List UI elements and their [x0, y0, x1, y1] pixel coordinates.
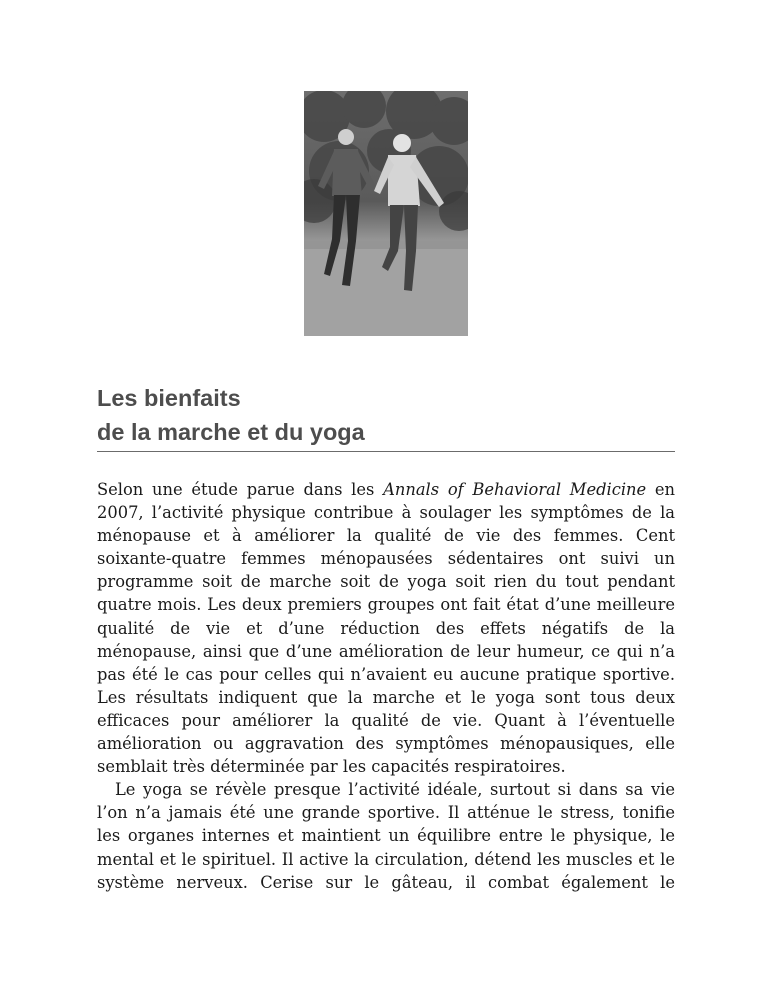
- text-line: soixante-quatre femmes ménopausées sédentaires ont suivi un: [97, 549, 675, 569]
- article-body: [97, 478, 675, 894]
- photo-illustration: [304, 91, 468, 336]
- text-line: ménopause et à améliorer la qualité de vie des femmes. Cent: [97, 526, 675, 546]
- text-run: en: [646, 480, 676, 499]
- text-run: Selon une étude parue dans les: [97, 480, 384, 499]
- text-line: 2007, l’activité physique contribue à soulager les symptômes de la: [97, 503, 675, 523]
- text-line: les organes internes et maintient un équilibre entre le physique, le: [97, 826, 675, 846]
- article-title: [97, 381, 675, 449]
- journal-title: Annals of Behavioral Medicine: [383, 480, 647, 499]
- paragraph-2: [97, 778, 675, 893]
- text-line: Les résultats indiquent que la marche et le yoga sont tous deux: [97, 687, 675, 707]
- text-line: ménopause, ainsi que d’une amélioration de leur humeur, ce qui n’a: [97, 641, 675, 661]
- title-line-2: de la marche et du yoga: [97, 419, 365, 445]
- text-line: semblait très déterminée par les capacités respiratoires.: [97, 757, 566, 777]
- text-line: qualité de vie et d’une réduction des effets négatifs de la: [97, 618, 675, 638]
- title-line-1: Les bienfaits: [97, 385, 241, 411]
- text-line: quatre mois. Les deux premiers groupes ont fait état d’une meilleure: [97, 595, 675, 615]
- paragraph-1: [97, 478, 675, 778]
- couple-running-photo: [304, 91, 468, 336]
- text-line: amélioration ou aggravation des symptômes ménopausiques, elle: [97, 734, 675, 754]
- title-divider: [97, 451, 675, 452]
- text-line: mental et le spirituel. Il active la circulation, détend les muscles et le: [97, 849, 675, 869]
- text-line: [97, 478, 675, 501]
- text-line: efficaces pour améliorer la qualité de vie. Quant à l’éventuelle: [97, 710, 675, 730]
- text-line: système nerveux. Cerise sur le gâteau, il combat également le: [97, 872, 675, 892]
- text-line: l’on n’a jamais été une grande sportive. Il atténue le stress, tonifie: [97, 803, 675, 823]
- text-line: programme soit de marche soit de yoga soit rien du tout pendant: [97, 572, 675, 592]
- text-line: pas été le cas pour celles qui n’avaient eu aucune pratique sportive.: [97, 664, 675, 684]
- text-line: Le yoga se révèle presque l’activité idéale, surtout si dans sa vie: [115, 780, 675, 800]
